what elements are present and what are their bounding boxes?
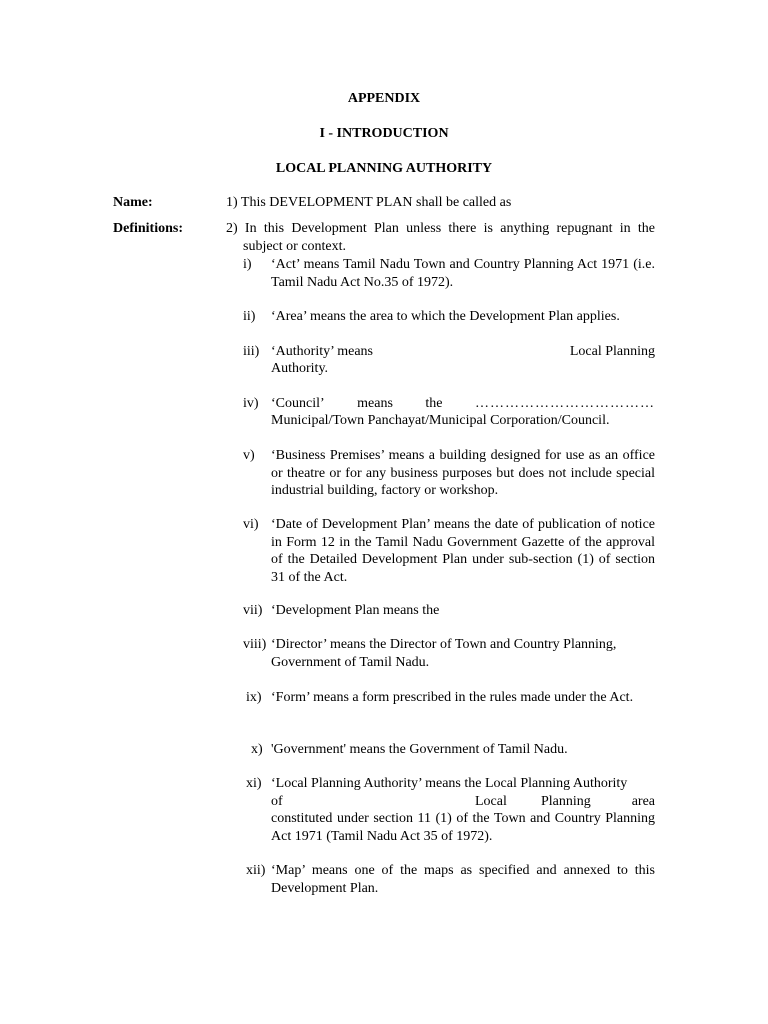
definitions-intro-line2: subject or context. [243, 239, 347, 254]
definition-council-line1 [271, 395, 655, 413]
definition-authority-line2: Authority. [271, 361, 329, 376]
item-number: vii) [243, 603, 263, 618]
definition-authority-line1 [271, 343, 655, 361]
name-label: Name: [113, 195, 153, 210]
item-number: ix) [246, 690, 262, 705]
definition-lpa-line1: ‘Local Planning Authority’ means the Local Planning Authority [271, 776, 628, 791]
definition-council-line2: Municipal/Town Panchayat/Municipal Corporation/Council. [271, 413, 610, 428]
authority-text-right: Local Planning [569, 344, 655, 359]
introduction-heading: I - INTRODUCTION [319, 126, 449, 141]
name-text: 1) This DEVELOPMENT PLAN shall be called as [226, 195, 512, 210]
lpa-word: Local [475, 794, 507, 809]
definition-date-of-plan: ‘Date of Development Plan’ means the date of publication of notice in Form 12 in the Tamil Nadu Government Gazette of the approval of the Detailed Development Plan under sub-section (1) of section 31 of the Act. [271, 517, 655, 585]
item-number: vi) [243, 517, 259, 532]
item-number: xi) [246, 776, 262, 791]
definition-development-plan: ‘Development Plan means the [271, 603, 440, 618]
item-number: i) [243, 257, 252, 272]
definition-map: ‘Map’ means one of the maps as specified and annexed to this Development Plan. [271, 863, 655, 896]
definition-act: ‘Act’ means Tamil Nadu Town and Country Planning Act 1971 (i.e. Tamil Nadu Act No.35 of 1972). [271, 257, 655, 290]
council-word: ‘Council’ [271, 396, 325, 411]
item-number: iii) [243, 344, 260, 359]
definitions-label: Definitions: [113, 221, 183, 236]
lpa-word: Planning [541, 794, 591, 809]
item-number: iv) [243, 396, 259, 411]
item-number: xii) [246, 863, 266, 878]
authority-heading: LOCAL PLANNING AUTHORITY [275, 161, 493, 176]
definition-area: ‘Area’ means the area to which the Development Plan applies. [271, 309, 620, 324]
definitions-intro-line1: 2) In this Development Plan unless there is anything repugnant in the [226, 221, 655, 236]
council-word: means [357, 396, 393, 411]
item-number: x) [251, 742, 263, 757]
definition-form: ‘Form’ means a form prescribed in the rules made under the Act. [271, 690, 634, 705]
definition-lpa-line3: constituted under section 11 (1) of the Town and Country Planning Act 1971 (Tamil Nadu Act 35 of 1972). [271, 811, 655, 844]
council-blank: ……………………………… [474, 396, 655, 411]
authority-text-left: ‘Authority’ means [271, 344, 373, 359]
definition-business-premises: ‘Business Premises’ means a building designed for use as an office or theatre or for any business purposes but does not include special industrial building, factory or workshop. [271, 448, 655, 498]
council-word: the [425, 396, 443, 411]
lpa-word: area [631, 794, 655, 809]
lpa-word: of [271, 794, 283, 809]
item-number: ii) [243, 309, 256, 324]
appendix-heading: APPENDIX [347, 91, 421, 106]
definition-director: ‘Director’ means the Director of Town and Country Planning, Government of Tamil Nadu. [271, 637, 617, 670]
item-number: v) [243, 448, 255, 463]
definition-government: 'Government' means the Government of Tamil Nadu. [271, 742, 568, 757]
item-number: viii) [243, 637, 267, 652]
